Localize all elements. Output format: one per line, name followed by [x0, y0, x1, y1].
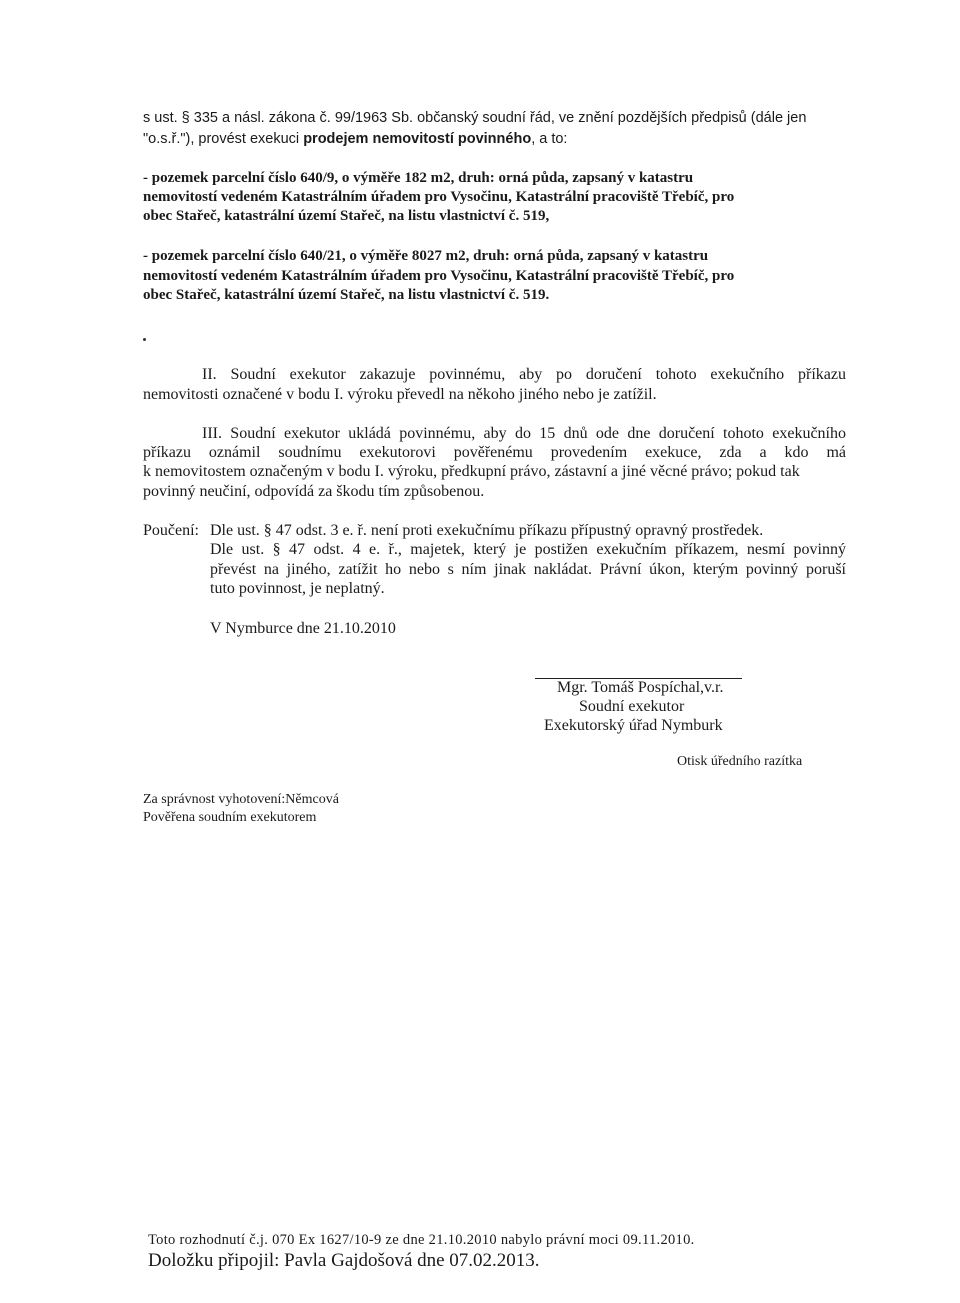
section-2-line-2: nemovitosti označené v bodu I. výroku převedl na někoho jiného nebo je zatížil.: [143, 386, 657, 403]
stray-dot: [143, 338, 146, 341]
pouceni-line-2: Dle ust. § 47 odst. 4 e. ř., majetek, který je postižen exekučním příkazem, nesmí povinný: [210, 541, 846, 558]
intro-line-2-bold: prodejem nemovitostí povinného: [303, 131, 532, 147]
parcel-1-line-1: - pozemek parcelní číslo 640/9, o výměře 182 m2, druh: orná půda, zapsaný v katastru: [143, 170, 694, 186]
pouceni-line-3: převést na jiného, zatížit ho nebo s ním jinak nakládat. Právní úkon, kterým povinný poruší: [210, 561, 846, 578]
parcel-2-line-1: - pozemek parcelní číslo 640/21, o výměře 8027 m2, druh: orná půda, zapsaný v katastru: [143, 248, 709, 264]
section-3-line-3: k nemovitostem označeným v bodu I. výroku, předkupní právo, zástavní a jiné věcné právo; pokud tak: [143, 463, 800, 480]
stamp-note: Otisk úředního razítka: [677, 754, 803, 769]
intro-line-1: s ust. § 335 a násl. zákona č. 99/1963 Sb. občanský soudní řád, ve znění pozdějších předpisů (dále jen: [143, 110, 807, 126]
footer-clause-line-1: Toto rozhodnutí č.j. 070 Ex 1627/10-9 ze dne 21.10.2010 nabylo právní moci 09.11.2010.: [148, 1232, 695, 1248]
footer-clause-line-2: Doložku připojil: Pavla Gajdošová dne 07.02.2013.: [148, 1250, 540, 1271]
signature-role: Soudní exekutor: [579, 698, 685, 715]
section-3-line-2: příkazu oznámil soudnímu exekutorovi pověřenému provedením exekuce, zda a kdo má: [143, 444, 846, 461]
accuracy-line-2: Pověřena soudním exekutorem: [143, 810, 317, 825]
parcel-1-line-3: obec Stařeč, katastrální území Stařeč, na listu vlastnictví č. 519,: [143, 208, 550, 224]
signature-office: Exekutorský úřad Nymburk: [544, 717, 723, 734]
pouceni-label: Poučení:: [143, 522, 199, 539]
intro-line-2-prefix: "o.s.ř."), provést exekuci: [143, 131, 304, 147]
pouceni-line-4: tuto povinnost, je neplatný.: [210, 580, 385, 597]
intro-line-2: [143, 131, 567, 147]
place-date: V Nymburce dne 21.10.2010: [210, 620, 396, 637]
parcel-1-line-2: nemovitostí vedeném Katastrálním úřadem pro Vysočinu, Katastrální pracoviště Třebíč, pro: [143, 189, 735, 205]
parcel-2-line-2: nemovitostí vedeném Katastrálním úřadem pro Vysočinu, Katastrální pracoviště Třebíč, pro: [143, 268, 735, 284]
intro-line-2-suffix: , a to:: [531, 131, 568, 147]
signature-name: Mgr. Tomáš Pospíchal,v.r.: [557, 679, 724, 696]
pouceni-line-1: Dle ust. § 47 odst. 3 e. ř. není proti exekučnímu příkazu přípustný opravný prostředek.: [210, 522, 764, 539]
accuracy-line-1: Za správnost vyhotovení:Němcová: [143, 792, 339, 807]
parcel-2-line-3: obec Stařeč, katastrální území Stařeč, na listu vlastnictví č. 519.: [143, 287, 550, 303]
section-3-line-4: povinný neučiní, odpovídá za škodu tím způsobenou.: [143, 483, 485, 500]
section-3-line-1: III. Soudní exekutor ukládá povinnému, aby do 15 dnů ode dne doručení tohoto exekučního: [202, 425, 846, 442]
section-2-line-1: II. Soudní exekutor zakazuje povinnému, aby po doručení tohoto exekučního příkazu: [202, 366, 846, 383]
